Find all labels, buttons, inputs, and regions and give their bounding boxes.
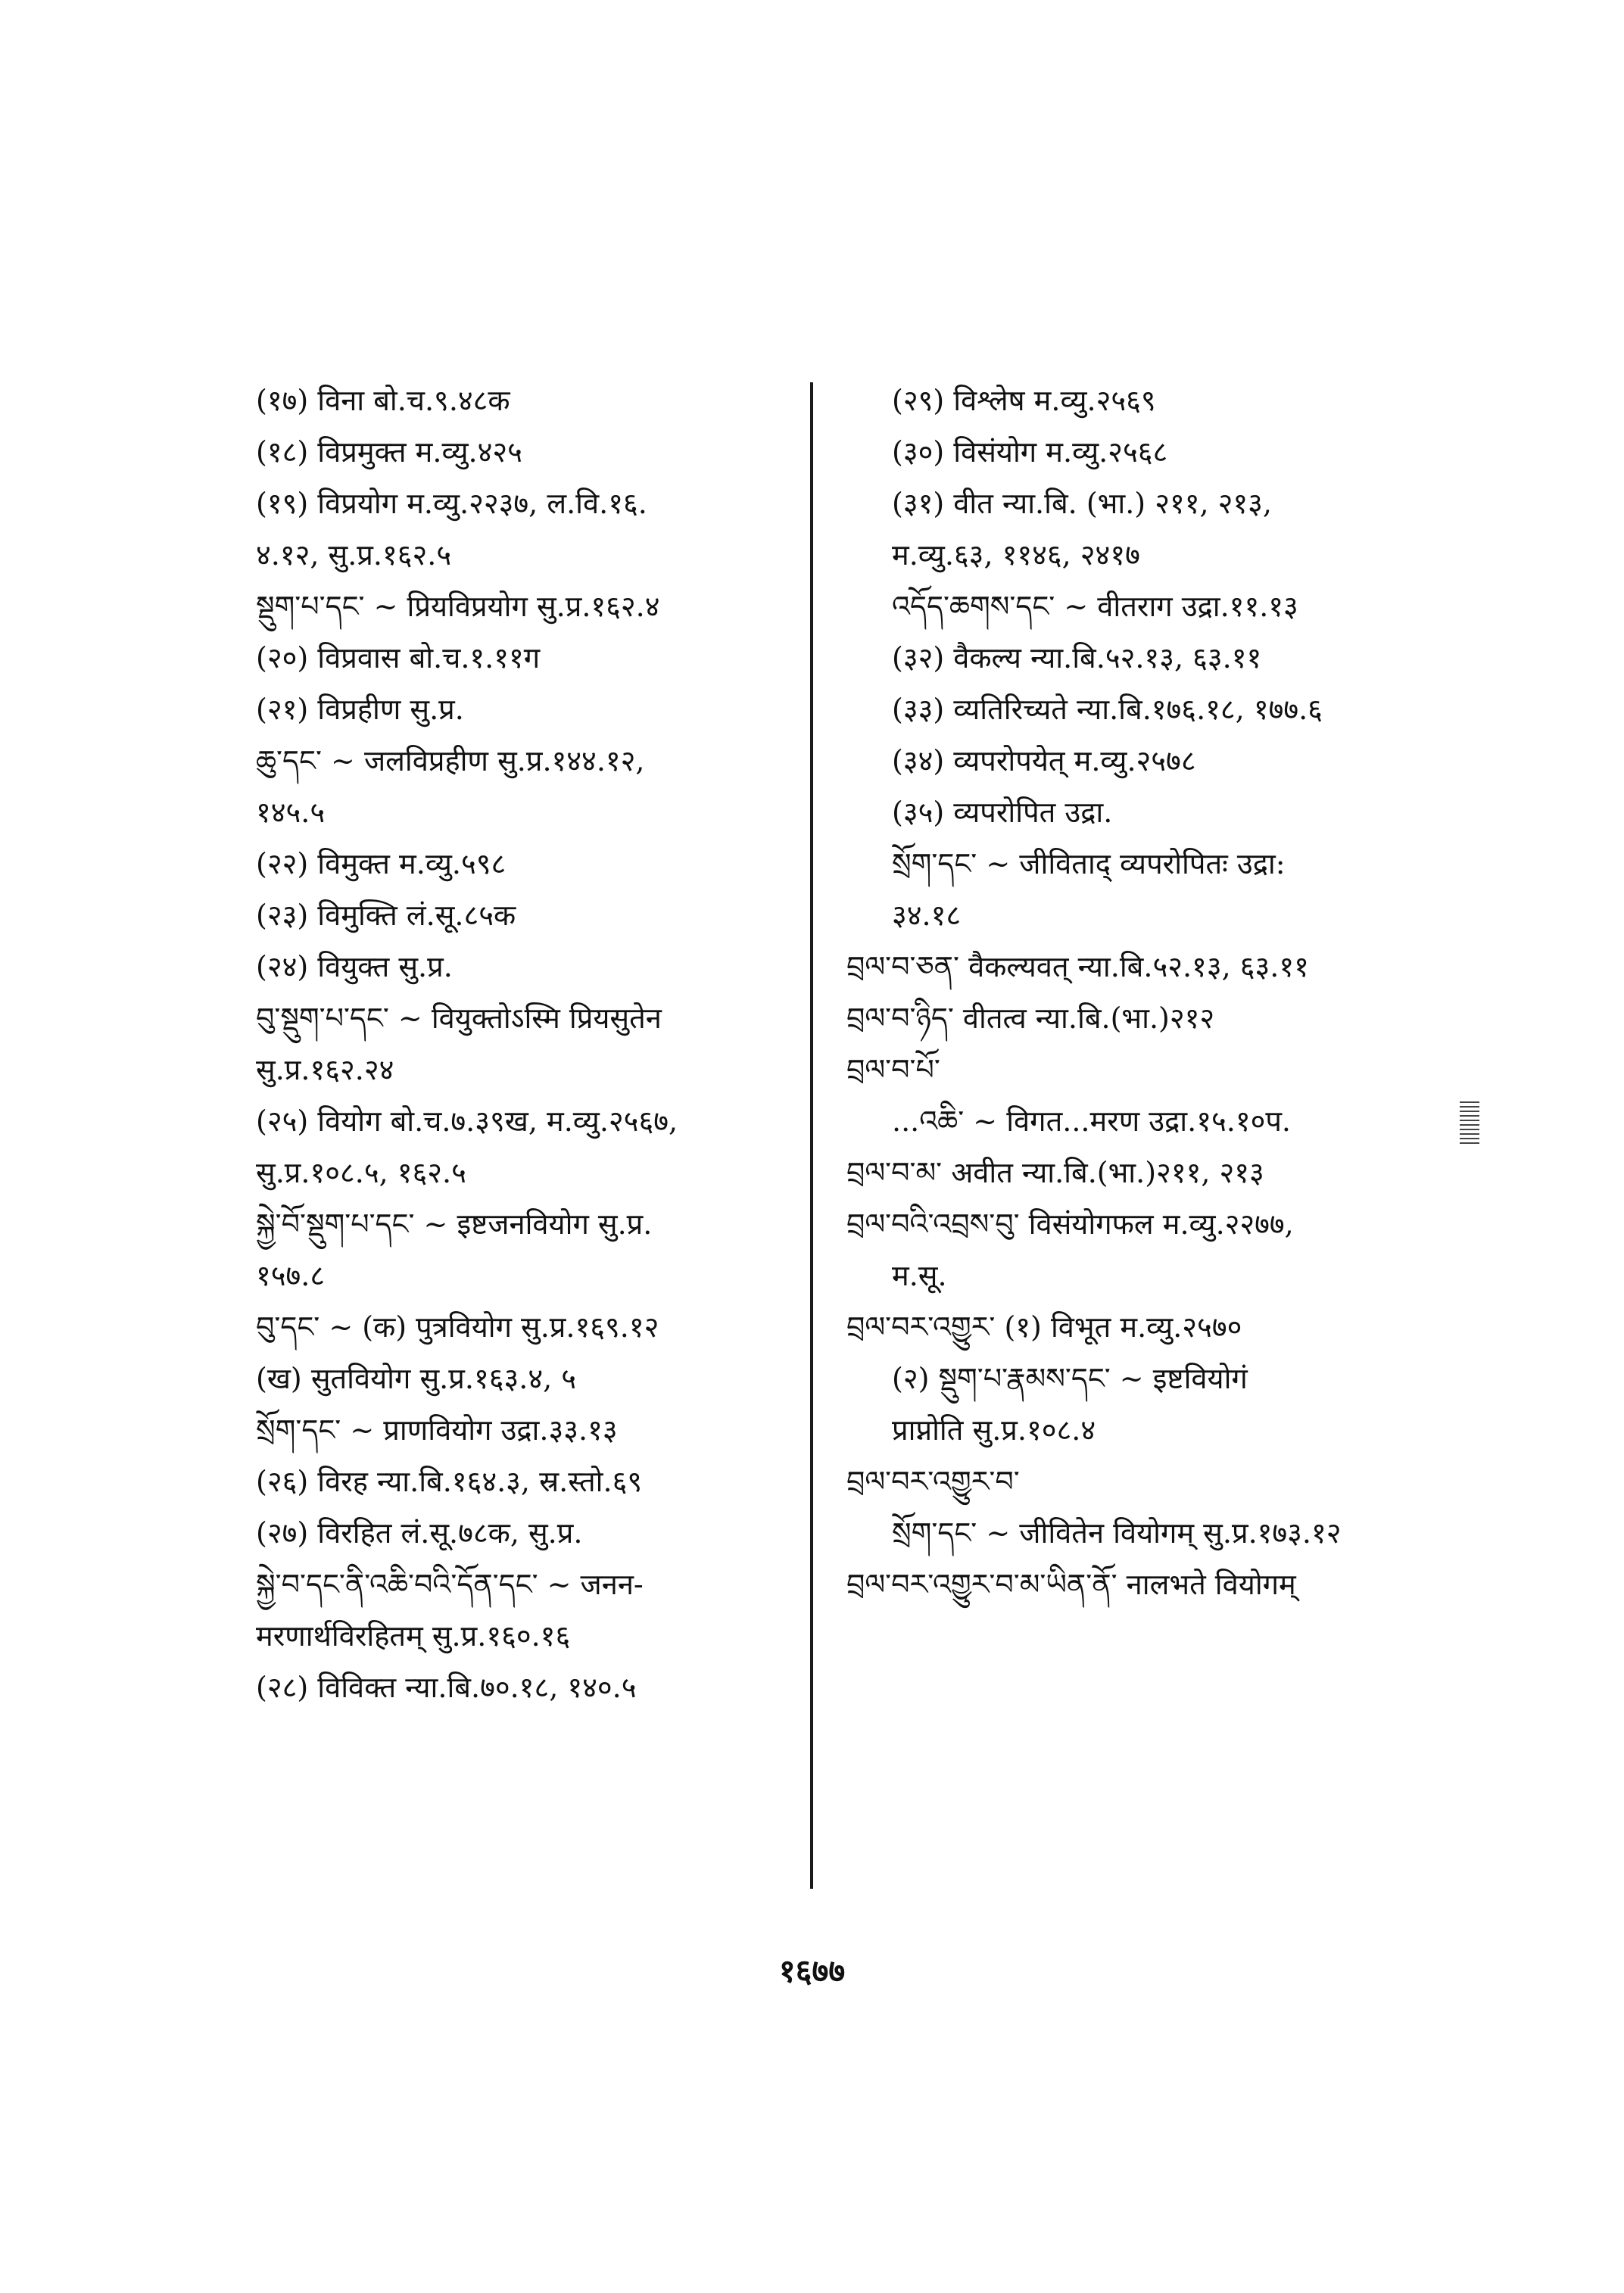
entry-line: བྲལ་བ་ཉིད་ वीतत्व न्या.बि.(भा.)२१२	[846, 1002, 1215, 1035]
entry-line: (२२) विमुक्त म.व्यु.५९८	[256, 847, 507, 880]
entry-line: བུ་དང་ ~ (क) पुत्रवियोग सु.प्र.१६९.१२	[256, 1310, 659, 1344]
entry-line: སྐྱེ་བ་དང་ནི་འཆི་བའི་དོན་དང་ ~ जनन-	[256, 1568, 644, 1601]
entry-line: སྡུག་པ་དང་ ~ प्रियविप्रयोग सु.प्र.१६२.४	[256, 590, 660, 623]
entry-line: (१९) विप्रयोग म.व्यु.२२३७, ल.वि.१६.	[256, 487, 647, 520]
entry-line: བྲལ་བ་པོ་	[846, 1053, 940, 1086]
entry-line: ४.१२, सु.प्र.१६२.५	[256, 538, 452, 572]
entry-line: (२८) विविक्त न्या.बि.७०.१८, १४०.५	[256, 1671, 637, 1704]
entry-line: ཆུ་དང་ ~ जलविप्रहीण सु.प्र.१४४.१२,	[256, 744, 645, 777]
entry-line: (२७) विरहित लं.सू.७८क, सु.प्र.	[256, 1516, 583, 1550]
entry-line: (१७) विना बो.च.९.४८क	[256, 384, 510, 417]
entry-line: སྲོག་དང་ ~ जीवितेन वियोगम् सु.प्र.१७३.१२	[892, 1516, 1342, 1550]
entry-line: བྲལ་བར་འགྱུར་ (१) विभूत म.व्यु.२५७०	[846, 1310, 1242, 1344]
entry-line: ३४.१८	[892, 899, 962, 932]
entry-line: བུ་སྡུག་པ་དང་ ~ वियुक्तोऽस्मि प्रियसुतेन	[256, 1002, 662, 1035]
entry-line: सु.प्र.१६२.२४	[256, 1053, 394, 1086]
entry-line: (ख) सुतवियोग सु.प्र.१६३.४, ५	[256, 1362, 576, 1395]
page-number: १६७७	[778, 1952, 846, 1989]
entry-line: (३४) व्यपरोपयेत् म.व्यु.२५७८	[892, 744, 1196, 777]
entry-line: (२) སྡུག་པ་རྣམས་དང་ ~ इष्टवियोगं	[892, 1362, 1248, 1395]
entry-line: བྲལ་བར་འགྱུར་བ་མ་ཡིན་ནོ་ नालभते वियोगम्	[846, 1568, 1296, 1601]
entry-line: १४५.५	[256, 796, 326, 829]
left-column	[256, 375, 786, 1713]
entry-line: བྲལ་བ་མ་ अवीत न्या.बि.(भा.)२११, २१३	[846, 1156, 1264, 1189]
entry-line: བྲལ་བར་འགྱུར་བ་	[846, 1465, 1020, 1498]
entry-line: (३५) व्यपरोपित उद्रा.	[892, 796, 1113, 829]
entry-line: (१८) विप्रमुक्त म.व्यु.४२५	[256, 435, 522, 469]
right-column	[846, 375, 1445, 1610]
entry-line: (३३) व्यतिरिच्यते न्या.बि.१७६.१८, १७७.६	[892, 693, 1323, 726]
entry-line: (२५) वियोग बो.च.७.३९ख, म.व्यु.२५६७,	[256, 1104, 678, 1138]
entry-line: (२९) विश्लेष म.व्यु.२५६९	[892, 384, 1156, 417]
entry-line: (३२) वैकल्य न्या.बि.५२.१३, ६३.११	[892, 641, 1262, 675]
entry-line: འདོད་ཆགས་དང་ ~ वीतराग उद्रा.११.१३	[892, 590, 1298, 623]
entry-line: म.व्यु.६३, ११४६, २४१७	[892, 538, 1140, 572]
entry-line: म.सू.	[892, 1259, 947, 1292]
entry-line: བྲལ་བའི་འབྲས་བུ་ विसंयोगफल म.व्यु.२२७७,	[846, 1207, 1294, 1241]
entry-line: (२३) विमुक्ति लं.सू.८५क	[256, 899, 516, 932]
column-divider	[810, 382, 813, 1889]
entry-line: (२१) विप्रहीण सु.प्र.	[256, 693, 464, 726]
entry-line: १५७.८	[256, 1259, 326, 1292]
entry-line: (२४) वियुक्त सु.प्र.	[256, 950, 453, 983]
entry-line: ...འཆི་ ~ विगत...मरण उद्रा.१५.१०प.	[892, 1104, 1291, 1138]
entry-line: (३०) विसंयोग म.व्यु.२५६८	[892, 435, 1168, 469]
entry-line: मरणार्थविरहितम् सु.प्र.१६०.१६	[256, 1619, 571, 1653]
entry-line: སྐྱེ་བོ་སྡུག་པ་དང་ ~ इष्टजनवियोग सु.प्र.	[256, 1207, 653, 1241]
entry-line: (२०) विप्रवास बो.च.१.११ग	[256, 641, 541, 675]
entry-line: प्राप्नोति सु.प्र.१०८.४	[892, 1413, 1096, 1447]
entry-line: སྲོག་དང་ ~ जीविताद् व्यपरोपितः उद्रा:	[892, 847, 1286, 880]
entry-line: (३१) वीत न्या.बि. (भा.) २११, २१३,	[892, 487, 1272, 520]
margin-mark	[1460, 1101, 1479, 1145]
entry-line: (२६) विरह न्या.बि.१६४.३, स्र.स्तो.६९	[256, 1465, 643, 1498]
entry-line: सु.प्र.१०८.५, १६२.५	[256, 1156, 466, 1189]
entry-line: བྲལ་བ་ཅན་ वैकल्यवत् न्या.बि.५२.१३, ६३.११	[846, 950, 1309, 983]
entry-line: སྲོག་དང་ ~ प्राणवियोग उद्रा.३३.१३	[256, 1413, 618, 1447]
